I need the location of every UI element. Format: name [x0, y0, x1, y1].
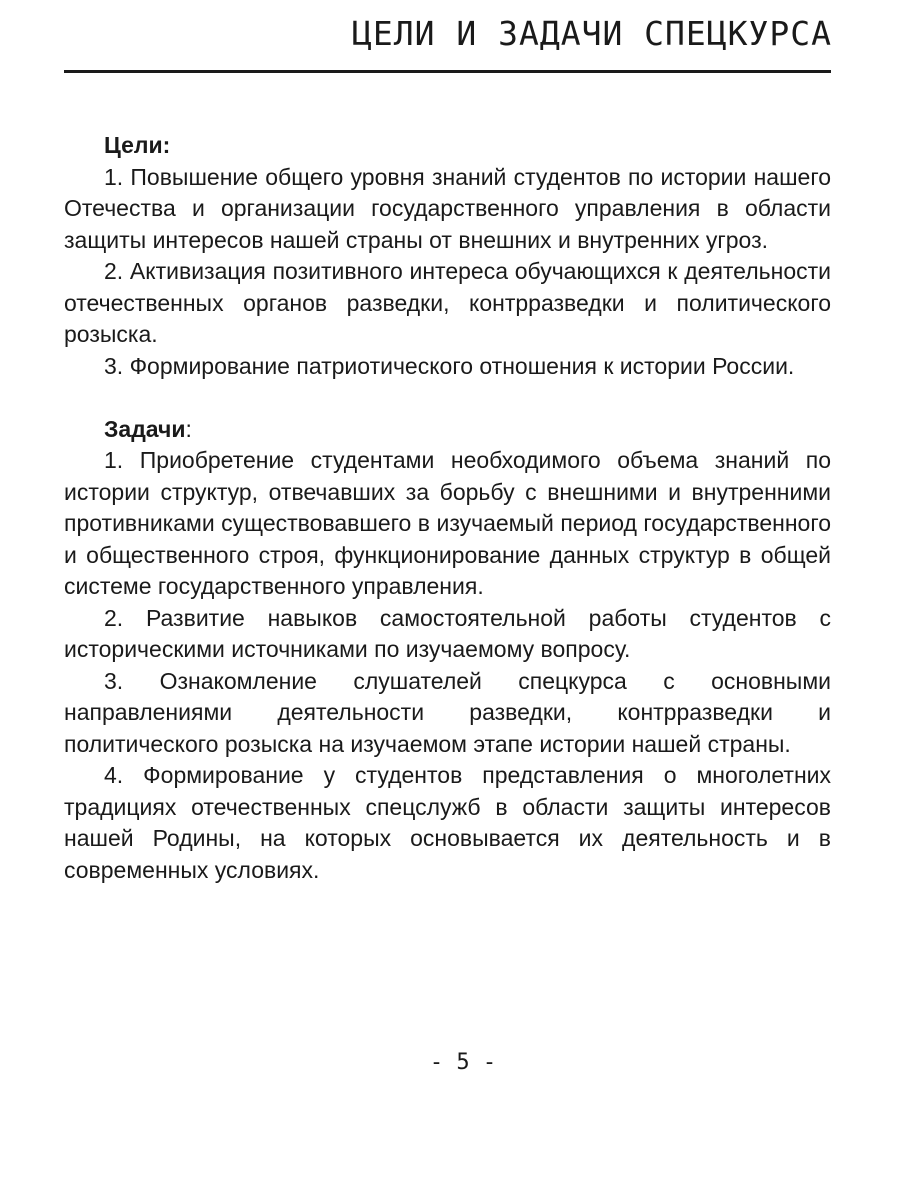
- page-title: ЦЕЛИ И ЗАДАЧИ СПЕЦКУРСА: [352, 14, 832, 53]
- section-spacer: [64, 382, 831, 414]
- task-item-3: 3. Ознакомление слушателей спецкурса с основными направлениями деятельности разведки, контрразведки и политического розыска на изучаемом этапе истории нашей страны.: [64, 667, 831, 757]
- tasks-heading: Задачи:: [104, 415, 192, 442]
- goal-item-2: 2. Активизация позитивного интереса обучающихся к деятельности отечественных органов разведки, контрразведки и политического розыска.: [64, 258, 831, 347]
- page-number: - 5 -: [429, 1050, 497, 1075]
- goal-item-3: 3. Формирование патриотического отношения к истории России.: [104, 352, 795, 379]
- task-item-1: 1. Приобретение студентами необходимого объема знаний по истории структур, отвечавших за борьбу с внешними и внутренними противниками существовавшего в изучаемый период государственного и общественного строя, функционирование данных структур в общей системе государственного управления.: [64, 447, 831, 599]
- document-body: [64, 130, 831, 886]
- goal-item-1: 1. Повышение общего уровня знаний студентов по истории нашего Отечества и организации государственного управления в области защиты интересов нашей страны от внешних и внутренних угроз.: [64, 163, 831, 253]
- task-item-2: 2. Развитие навыков самостоятельной работы студентов с историческими источниками по изучаемому вопросу.: [64, 604, 831, 662]
- goals-heading: Цели:: [104, 132, 171, 158]
- header-divider: [64, 70, 831, 73]
- task-item-4: 4. Формирование у студентов представления о многолетних традициях отечественных спецслужб в области защиты интересов нашей Родины, на которых основывается их деятельность и в современных условиях.: [64, 762, 831, 883]
